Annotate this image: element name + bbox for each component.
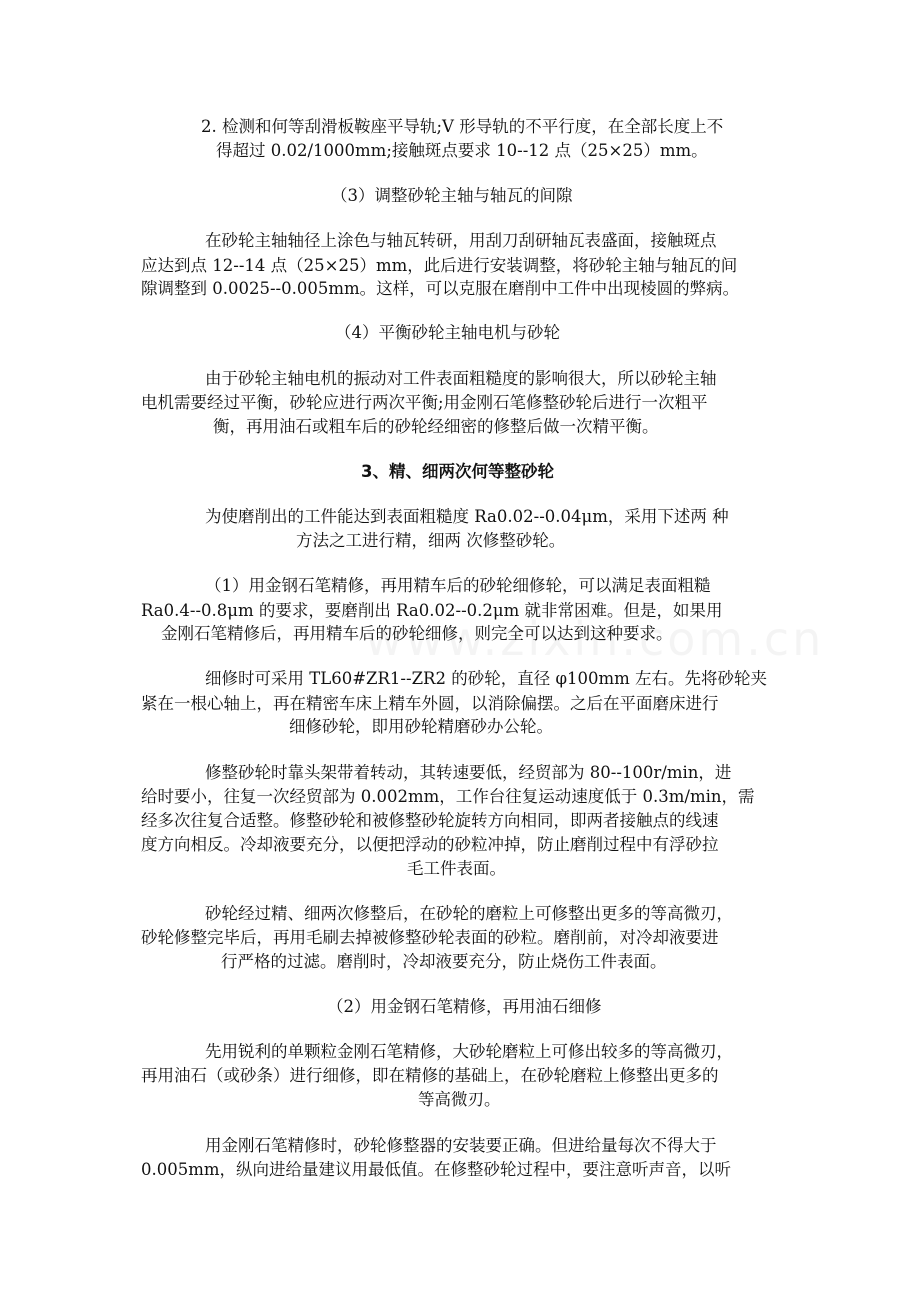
text-line: 经多次往复合适整。修整砂轮和被修整砂轮旋转方向相同，即两者接触点的线速 [141, 811, 719, 830]
section-heading: （4）平衡砂轮主轴电机与砂轮 [335, 323, 560, 342]
text-line: 金刚石笔精修后，再用精车后的砂轮细修，则完全可以达到这种要求。 [161, 624, 673, 643]
text-line: 细修时可采用 TL60#ZR1--ZR2 的砂轮，直径 φ100mm 左右。先将砂轮夹 [205, 669, 768, 688]
text-line: 2. 检测和何等刮滑板鞍座平导轨;V 形导轨的不平行度，在全部长度上不 [201, 117, 724, 136]
section-heading: 3、精、细两次何等整砂轮 [361, 462, 554, 481]
text-line: 毛工件表面。 [407, 859, 506, 878]
text-line: 行严格的过滤。磨削时，冷却液要充分，防止烧伤工件表面。 [221, 952, 667, 971]
text-line: 砂轮经过精、细两次修整后，在砂轮的磨粒上可修整出更多的等高微刃， [205, 904, 733, 923]
text-line: 应达到点 12--14 点（25×25）mm，此后进行安装调整，将砂轮主轴与轴瓦的间 [141, 256, 738, 275]
text-line: 先用锐利的单颗粒金刚石笔精修，大砂轮磨粒上可修出较多的等高微刃， [205, 1042, 733, 1061]
text-line: 0.005mm，纵向进给量建议用最低值。在修整砂轮过程中，要注意听声音，以听 [141, 1160, 732, 1179]
text-line: 为使磨削出的工件能达到表面粗糙度 Ra0.02--0.04μm，采用下述两 种 [205, 507, 729, 526]
text-line: 度方向相反。冷却液要充分，以便把浮动的砂粒冲掉，防止磨削过程中有浮砂拉 [141, 835, 719, 854]
text-line: 电机需要经过平衡，砂轮应进行两次平衡;用金刚石笔修整砂轮后进行一次粗平 [141, 393, 708, 412]
text-line: 再用油石（或砂条）进行细修，即在精修的基础上，在砂轮磨粒上修整出更多的 [141, 1066, 719, 1085]
text-line: 在砂轮主轴轴径上涂色与轴瓦转研，用刮刀刮研轴瓦表盛面，接触斑点 [205, 231, 717, 250]
text-line: 衡，再用油石或粗车后的砂轮经细密的修整后做一次精平衡。 [213, 417, 659, 436]
section-heading: （2）用金钢石笔精修，再用油石细修 [327, 997, 602, 1016]
text-line: 等高微刃。 [418, 1090, 501, 1109]
text-line: 细修砂轮，即用砂轮精磨砂办公轮。 [289, 717, 553, 736]
text-line: 方法之工进行精，细两 次修整砂轮。 [296, 531, 566, 550]
text-line: 由于砂轮主轴电机的振动对工件表面粗糙度的影响很大，所以砂轮主轴 [205, 369, 717, 388]
text-line: 用金刚石笔精修时，砂轮修整器的安装要正确。但进给量每次不得大于 [205, 1136, 717, 1155]
text-line: Ra0.4--0.8μm 的要求，要磨削出 Ra0.02--0.2μm 就非常困难。但是，如果用 [141, 601, 723, 620]
section-heading: （3）调整砂轮主轴与轴瓦的间隙 [331, 186, 573, 205]
text-line: 给时要小，往复一次经贸部为 0.002mm，工作台往复运动速度低于 0.3m/min，需 [141, 787, 755, 806]
text-line: 砂轮修整完毕后，再用毛刷去掉被修整砂轮表面的砂粒。磨削前，对冷却液要进 [141, 928, 719, 947]
text-line: 得超过 0.02/1000mm;接触斑点要求 10--12 点（25×25）mm。 [216, 141, 708, 160]
text-line: （1）用金钢石笔精修，再用精车后的砂轮细修轮，可以满足表面粗糙 [205, 576, 711, 595]
text-line: 修整砂轮时靠头架带着转动，其转速要低，经贸部为 80--100r/min，进 [205, 763, 732, 782]
text-line: 紧在一根心轴上，再在精密车床上精车外圆，以消除偏摆。之后在平面磨床进行 [141, 694, 719, 713]
text-line: 隙调整到 0.0025--0.005mm。这样，可以克服在磨削中工件中出现棱圆的弊病。 [141, 279, 740, 298]
